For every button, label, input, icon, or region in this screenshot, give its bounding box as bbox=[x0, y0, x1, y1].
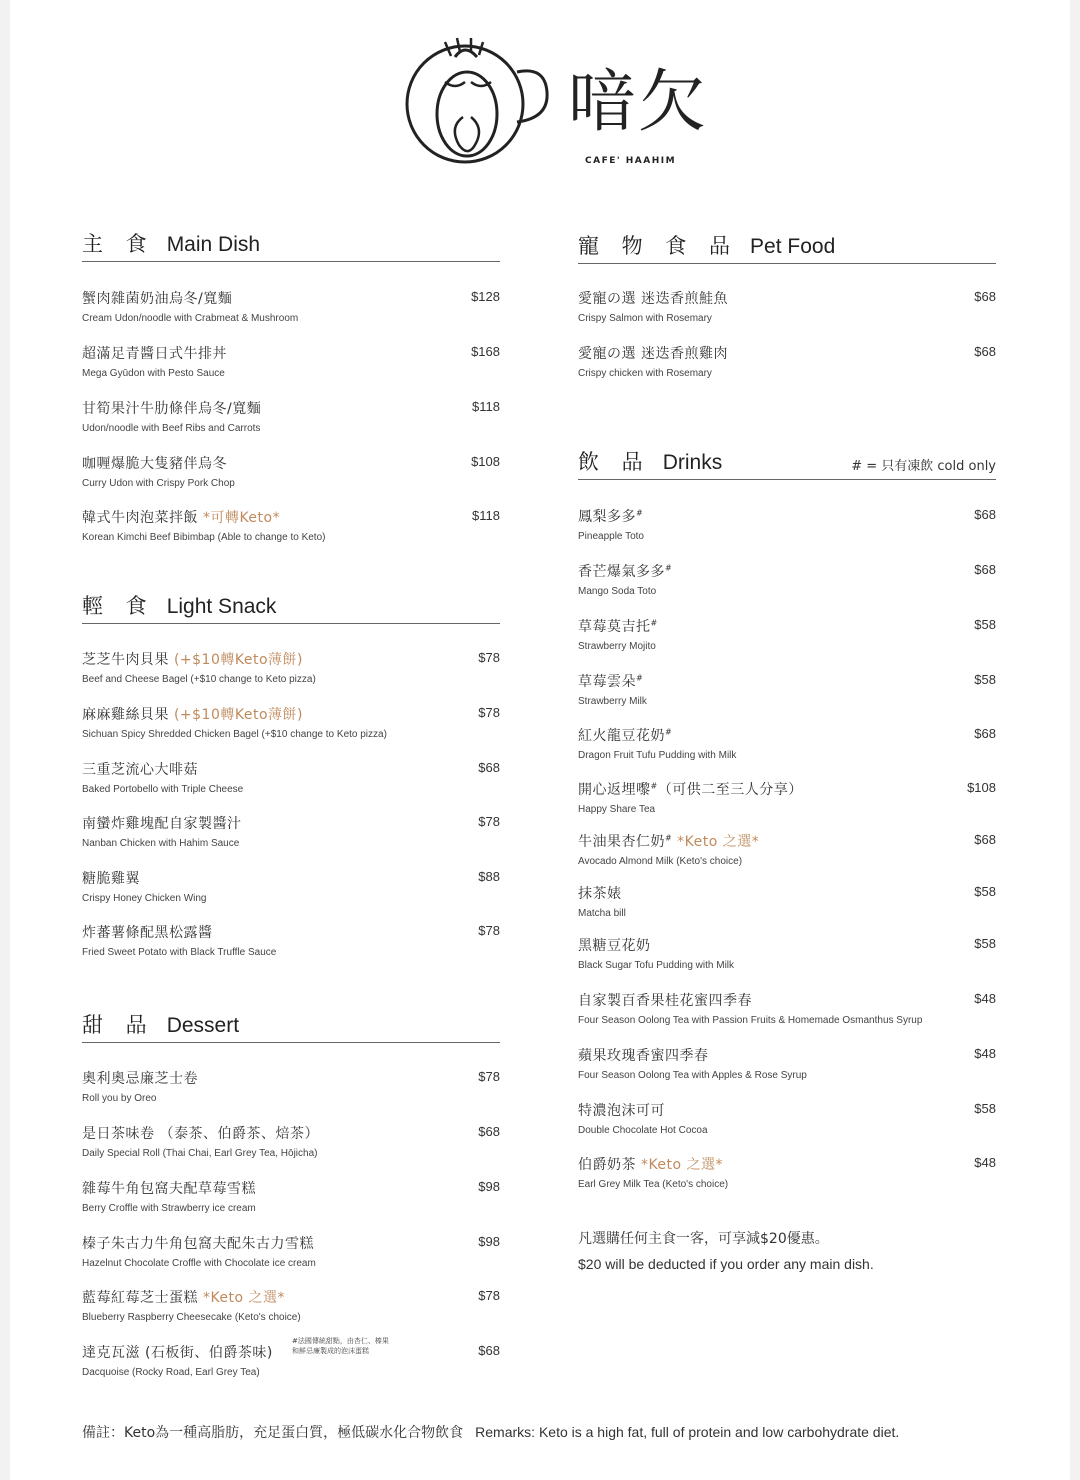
remarks-cn: 備註：Keto為一種高脂肪，充足蛋白質，極低碳水化合物飲食 bbox=[82, 1425, 464, 1441]
item-name-en: Nanban Chicken with Hahim Sauce bbox=[82, 838, 240, 849]
item-name-cn: 三重芝流心大啡菇 bbox=[82, 762, 198, 778]
menu-item[interactable] bbox=[578, 990, 996, 1040]
menu-item[interactable] bbox=[82, 1068, 500, 1118]
item-name-cn: 榛子朱古力牛角包窩夫配朱古力雪糕 bbox=[82, 1236, 314, 1252]
section-title-cn: 輕 食 bbox=[82, 594, 155, 618]
section-drinks bbox=[578, 446, 996, 1190]
item-name-en: Pineapple Toto bbox=[578, 531, 644, 542]
menu-item[interactable] bbox=[578, 831, 996, 881]
item-name-cn: 炸蕃薯條配黑松露醬 bbox=[82, 925, 213, 941]
menu-item[interactable] bbox=[578, 671, 996, 721]
item-price: $48 bbox=[974, 1046, 996, 1061]
section-title bbox=[82, 1009, 500, 1043]
item-price: $128 bbox=[471, 289, 500, 304]
item-price: $68 bbox=[974, 562, 996, 577]
item-price: $68 bbox=[478, 1124, 500, 1139]
item-name-cn: 蟹肉雜菌奶油烏冬/寬麵 bbox=[82, 291, 233, 307]
item-name-cn: 奧利奧忌廉芝士卷 bbox=[82, 1071, 198, 1087]
item-price: $48 bbox=[974, 1155, 996, 1170]
item-price: $78 bbox=[478, 650, 500, 665]
section-title-cn: 主 食 bbox=[82, 232, 155, 256]
menu-item[interactable] bbox=[578, 343, 996, 393]
remarks bbox=[82, 1422, 899, 1442]
section-dessert bbox=[82, 1009, 500, 1378]
menu-item[interactable] bbox=[82, 1337, 500, 1392]
item-name-en: Cream Udon/noodle with Crabmeat & Mushroom bbox=[82, 313, 299, 324]
item-name-cn: 開心返埋嚟 bbox=[578, 782, 651, 798]
item-name-en: Strawberry Mojito bbox=[578, 641, 656, 652]
item-name-en: Hazelnut Chocolate Croffle with Chocolate ice cream bbox=[82, 1258, 316, 1269]
menu-item[interactable] bbox=[82, 649, 500, 699]
item-price: $118 bbox=[472, 508, 500, 523]
brand-name-cn: 喑欠 bbox=[568, 63, 709, 142]
item-name-en: Korean Kimchi Beef Bibimbap (Able to change to Keto) bbox=[82, 532, 326, 543]
section-title bbox=[578, 230, 996, 264]
promo-text-cn: 凡選購任何主食一客，可享減$20優惠。 bbox=[578, 1231, 829, 1247]
item-name-en: Berry Croffle with Strawberry ice cream bbox=[82, 1203, 256, 1214]
section-title-cn: 寵 物 食 品 bbox=[578, 234, 739, 258]
cold-only-note: # = 只有凍飲 cold only bbox=[851, 459, 996, 474]
menu-item[interactable] bbox=[82, 343, 500, 393]
item-name-cn: 芝芝牛肉貝果 bbox=[82, 652, 169, 668]
menu-page bbox=[10, 0, 1070, 1480]
item-price: $78 bbox=[478, 1069, 500, 1084]
promo-note bbox=[578, 1228, 874, 1280]
menu-item[interactable] bbox=[578, 1154, 996, 1204]
item-name-cn: 抹茶婊 bbox=[578, 886, 622, 902]
item-name-cn: 愛寵の選 迷迭香煎鮭魚 bbox=[578, 291, 728, 307]
item-name-cn: 香芒爆氣多多 bbox=[578, 564, 665, 580]
item-name-en: Happy Share Tea bbox=[578, 804, 656, 815]
keto-option-tag: (+$10轉Keto薄餅) bbox=[173, 707, 303, 723]
item-name-en: Mango Soda Toto bbox=[578, 586, 657, 597]
section-pet-food bbox=[578, 230, 996, 379]
menu-item[interactable] bbox=[578, 1045, 996, 1095]
item-price: $58 bbox=[974, 884, 996, 899]
item-price: $68 bbox=[974, 507, 996, 522]
item-name-en: Baked Portobello with Triple Cheese bbox=[82, 784, 244, 795]
item-footnote bbox=[292, 1336, 389, 1356]
item-price: $118 bbox=[472, 399, 500, 414]
cold-only-mark: # bbox=[665, 727, 673, 737]
menu-item[interactable] bbox=[82, 507, 500, 557]
item-name-en: Roll you by Oreo bbox=[82, 1093, 157, 1104]
item-price: $68 bbox=[974, 289, 996, 304]
section-title-en: Pet Food bbox=[750, 235, 836, 258]
item-price: $98 bbox=[478, 1234, 500, 1249]
cold-only-mark: # bbox=[636, 508, 644, 518]
cold-only-mark: # bbox=[650, 618, 658, 628]
item-name-cn: 雜莓牛角包窩夫配草莓雪糕 bbox=[82, 1181, 256, 1197]
item-name-en: Beef and Cheese Bagel (+$10 change to Keto pizza) bbox=[82, 674, 316, 685]
menu-item[interactable] bbox=[82, 759, 500, 809]
item-name-cn: 特濃泡沫可可 bbox=[578, 1103, 665, 1119]
menu-item[interactable] bbox=[578, 725, 996, 775]
section-title bbox=[82, 590, 500, 624]
menu-item[interactable] bbox=[578, 288, 996, 338]
item-price: $58 bbox=[974, 936, 996, 951]
promo-text-en: $20 will be deducted if you order any main dish. bbox=[578, 1256, 874, 1272]
item-price: $108 bbox=[471, 454, 500, 469]
brand-name-en: CAFE' HAAHIM bbox=[585, 156, 677, 166]
item-price: $78 bbox=[478, 814, 500, 829]
section-title bbox=[578, 446, 996, 480]
menu-item[interactable] bbox=[82, 398, 500, 448]
item-name-en: Sichuan Spicy Shredded Chicken Bagel (+$10 change to Keto pizza) bbox=[82, 729, 387, 740]
item-name-en: Fried Sweet Potato with Black Truffle Sauce bbox=[82, 947, 277, 958]
menu-item[interactable] bbox=[578, 935, 996, 985]
menu-item[interactable] bbox=[578, 1100, 996, 1150]
item-share-note: （可供二至三人分享） bbox=[657, 782, 803, 798]
remarks-en: Remarks: Keto is a high fat, full of protein and low carbohydrate diet. bbox=[475, 1424, 900, 1440]
keto-option-tag: *Keto 之選* bbox=[677, 834, 760, 850]
item-price: $58 bbox=[974, 617, 996, 632]
item-name-cn: 糖脆雞翼 bbox=[82, 871, 140, 887]
item-footnote-line: #法國傳統甜點，由杏仁、榛果 bbox=[292, 1337, 389, 1345]
cold-only-mark: # bbox=[665, 833, 673, 843]
menu-item[interactable] bbox=[578, 616, 996, 666]
section-title-cn: 飲 品 bbox=[578, 450, 651, 474]
cold-only-mark: # bbox=[650, 781, 658, 791]
item-price: $168 bbox=[471, 344, 500, 359]
item-name-cn: 紅火龍豆花奶 bbox=[578, 728, 665, 744]
item-name-en: Strawberry Milk bbox=[578, 696, 647, 707]
cold-only-mark: # bbox=[665, 563, 673, 573]
item-price: $78 bbox=[478, 923, 500, 938]
item-price: $78 bbox=[478, 705, 500, 720]
item-name-en: Crispy Honey Chicken Wing bbox=[82, 893, 207, 904]
item-name-en: Avocado Almond Milk (Keto's choice) bbox=[578, 856, 743, 867]
menu-item[interactable] bbox=[82, 704, 500, 754]
item-name-en: Dacquoise (Rocky Road, Earl Grey Tea) bbox=[82, 1367, 260, 1378]
item-name-cn: 甘筍果汁牛肋條伴烏冬/寬麵 bbox=[82, 401, 262, 417]
item-name-cn: 韓式牛肉泡菜拌飯 bbox=[82, 510, 198, 526]
section-title-en: Main Dish bbox=[166, 233, 261, 256]
section-title bbox=[82, 228, 500, 262]
item-price: $68 bbox=[974, 832, 996, 847]
item-name-en: Matcha bill bbox=[578, 908, 626, 919]
item-price: $78 bbox=[478, 1288, 500, 1303]
item-name-cn: 鳳梨多多 bbox=[578, 509, 636, 525]
keto-option-tag: (+$10轉Keto薄餅) bbox=[173, 652, 303, 668]
menu-item[interactable] bbox=[82, 868, 500, 918]
section-title-en: Drinks bbox=[662, 451, 723, 474]
section-light-snack bbox=[82, 590, 500, 958]
menu-item[interactable] bbox=[82, 1178, 500, 1228]
keto-option-tag: *Keto 之選* bbox=[202, 1290, 286, 1306]
item-price: $88 bbox=[478, 869, 500, 884]
item-name-cn: 愛寵の選 迷迭香煎雞肉 bbox=[578, 346, 728, 362]
section-title-en: Dessert bbox=[166, 1014, 240, 1037]
menu-item[interactable] bbox=[578, 779, 996, 829]
menu-item[interactable] bbox=[578, 561, 996, 611]
item-name-en: Double Chocolate Hot Cocoa bbox=[578, 1125, 708, 1136]
item-name-cn: 咖喱爆脆大隻豬伴烏冬 bbox=[82, 456, 227, 472]
item-price: $58 bbox=[974, 1101, 996, 1116]
item-name-cn: 牛油果杏仁奶 bbox=[578, 834, 665, 850]
item-name-en: Mega Gyūdon with Pesto Sauce bbox=[82, 368, 225, 379]
item-name-cn: 蘋果玫瑰香蜜四季春 bbox=[578, 1048, 709, 1064]
item-name-cn: 是日茶味卷 （泰茶、伯爵茶、焙茶） bbox=[82, 1126, 319, 1142]
item-name-cn: 藍莓紅莓芝士蛋糕 bbox=[82, 1290, 198, 1306]
section-title-en: Light Snack bbox=[166, 595, 277, 618]
item-name-cn: 黑糖豆花奶 bbox=[578, 938, 651, 954]
item-name-en: Udon/noodle with Beef Ribs and Carrots bbox=[82, 423, 261, 434]
keto-option-tag: *Keto 之選* bbox=[640, 1157, 724, 1173]
item-price: $108 bbox=[967, 780, 996, 795]
item-price: $98 bbox=[478, 1179, 500, 1194]
item-name-cn: 草莓雲朵 bbox=[578, 674, 636, 690]
menu-item[interactable] bbox=[82, 1287, 500, 1337]
item-price: $68 bbox=[478, 1343, 500, 1358]
menu-item[interactable] bbox=[82, 288, 500, 338]
menu-item[interactable] bbox=[82, 1123, 500, 1173]
item-price: $68 bbox=[478, 760, 500, 775]
menu-item[interactable] bbox=[578, 883, 996, 933]
menu-item[interactable] bbox=[82, 1233, 500, 1283]
item-name-en: Crispy Salmon with Rosemary bbox=[578, 313, 712, 324]
item-name-cn: 達克瓦滋 (石板街、伯爵茶味) bbox=[82, 1345, 273, 1361]
item-name-cn: 伯爵奶茶 bbox=[578, 1157, 636, 1173]
item-name-cn: 自家製百香果桂花蜜四季春 bbox=[578, 993, 752, 1009]
item-name-cn: 超滿足青醬日式牛排丼 bbox=[82, 346, 227, 362]
keto-option-tag: *可轉Keto* bbox=[202, 510, 281, 526]
item-price: $48 bbox=[974, 991, 996, 1006]
item-name-cn: 草莓莫吉托 bbox=[578, 619, 651, 635]
item-name-en: Curry Udon with Crispy Pork Chop bbox=[82, 478, 235, 489]
item-name-en: Dragon Fruit Tufu Pudding with Milk bbox=[578, 750, 737, 761]
item-name-cn: 南蠻炸雞塊配自家製醬汁 bbox=[82, 816, 242, 832]
item-name-en: Crispy chicken with Rosemary bbox=[578, 368, 712, 379]
item-name-en: Blueberry Raspberry Cheesecake (Keto's choice) bbox=[82, 1312, 301, 1323]
item-price: $68 bbox=[974, 344, 996, 359]
menu-item[interactable] bbox=[82, 453, 500, 503]
item-price: $58 bbox=[974, 672, 996, 687]
item-name-en: Daily Special Roll (Thai Chai, Earl Grey Tea, Hōjicha) bbox=[82, 1148, 318, 1159]
item-name-cn: 麻麻雞絲貝果 bbox=[82, 707, 169, 723]
menu-item[interactable] bbox=[82, 922, 500, 972]
item-footnote-line: 和鮮忌廉製成的泡沫蛋糕 bbox=[292, 1347, 369, 1355]
item-name-en: Four Season Oolong Tea with Apples & Rose Syrup bbox=[578, 1070, 807, 1081]
section-title-cn: 甜 品 bbox=[82, 1013, 155, 1037]
item-price: $68 bbox=[974, 726, 996, 741]
item-name-en: Black Sugar Tofu Pudding with Milk bbox=[578, 960, 735, 971]
cold-only-mark: # bbox=[636, 673, 644, 683]
menu-item[interactable] bbox=[578, 506, 996, 556]
section-main-dish bbox=[82, 228, 500, 543]
item-name-en: Four Season Oolong Tea with Passion Fruits & Homemade Osmanthus Syrup bbox=[578, 1015, 923, 1026]
item-name-en: Earl Grey Milk Tea (Keto's choice) bbox=[578, 1179, 729, 1190]
menu-item[interactable] bbox=[82, 813, 500, 863]
